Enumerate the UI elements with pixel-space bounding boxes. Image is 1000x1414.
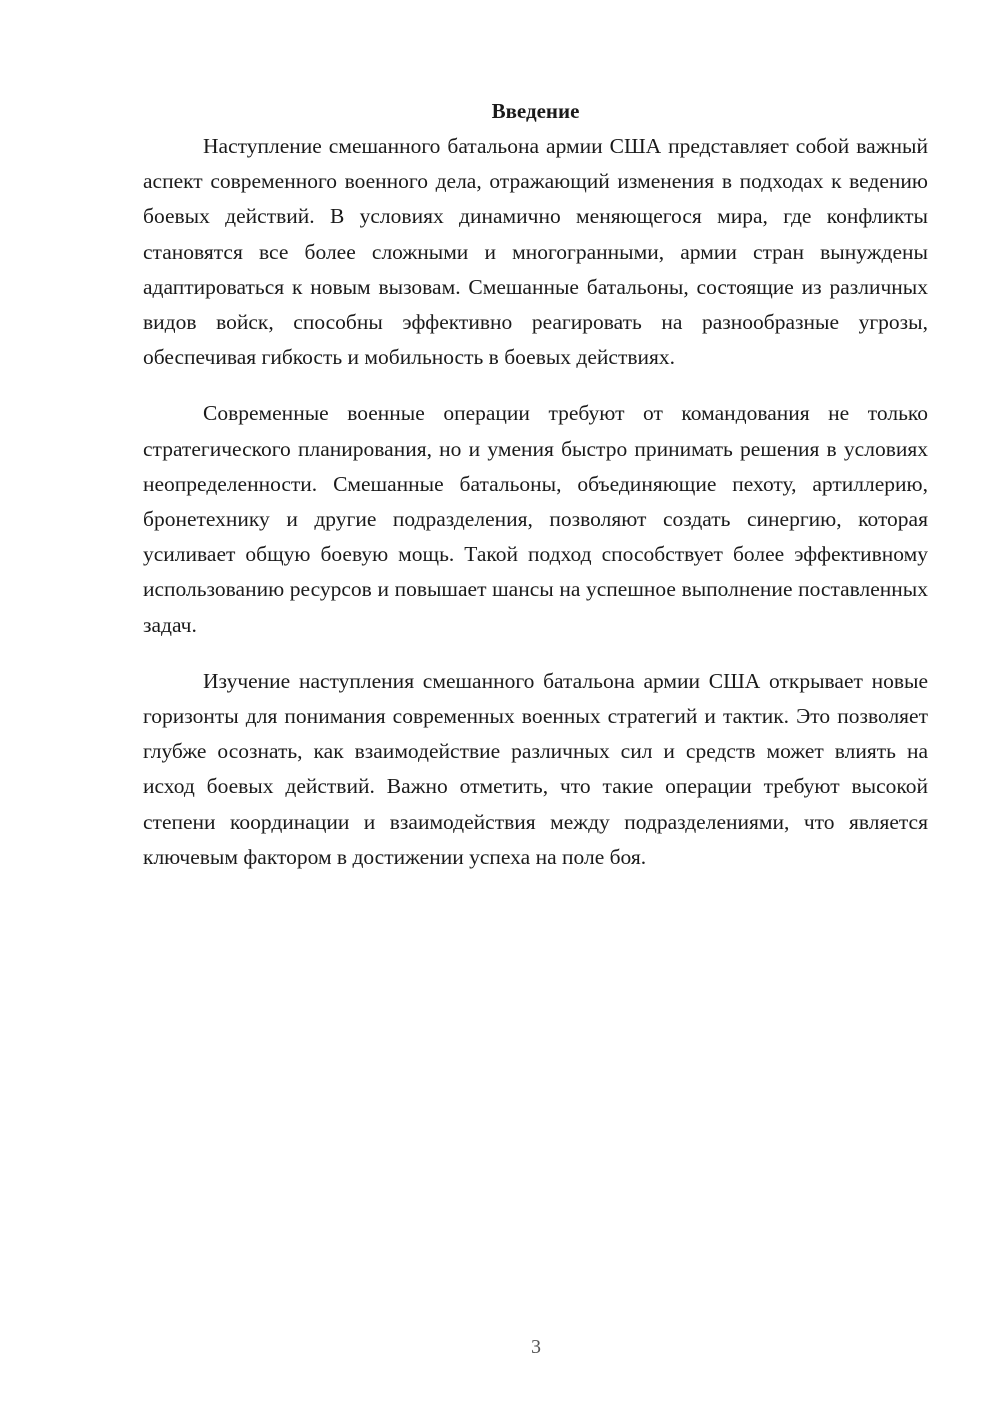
page-number: 3 <box>531 1336 541 1358</box>
paragraph-2: Современные военные операции требуют от командования не только стратегического планирования, но и умения быстро принимать решения в условиях неопределенности. Смешанные батальоны, объединяющие пехоту, артиллерию, бронетехнику и другие подразделения, позволяют создать синергию, которая усиливает общую боевую мощь. Такой подход способствует более эффективному использованию ресурсов и повышает шансы на успешное выполнение поставленных задач. <box>143 401 928 637</box>
page-content <box>143 94 928 875</box>
paragraph-3: Изучение наступления смешанного батальона армии США открывает новые горизонты для понимания современных военных стратегий и тактик. Это позволяет глубже осознать, как взаимодействие различных сил и средств может влиять на исход боевых действий. Важно отметить, что такие операции требуют высокой степени координации и взаимодействия между подразделениями, что является ключевым фактором в достижении успеха на поле боя. <box>143 668 928 869</box>
section-heading: Введение <box>491 99 580 123</box>
paragraph-1: Наступление смешанного батальона армии США представляет собой важный аспект современного военного дела, отражающий изменения в подходах к ведению боевых действий. В условиях динамично меняющегося мира, где конфликты становятся все более сложными и многогранными, армии стран вынуждены адаптироваться к новым вызовам. Смешанные батальоны, состоящие из различных видов войск, способны эффективно реагировать на разнообразные угрозы, обеспечивая гибкость и мобильность в боевых действиях. <box>143 134 928 370</box>
